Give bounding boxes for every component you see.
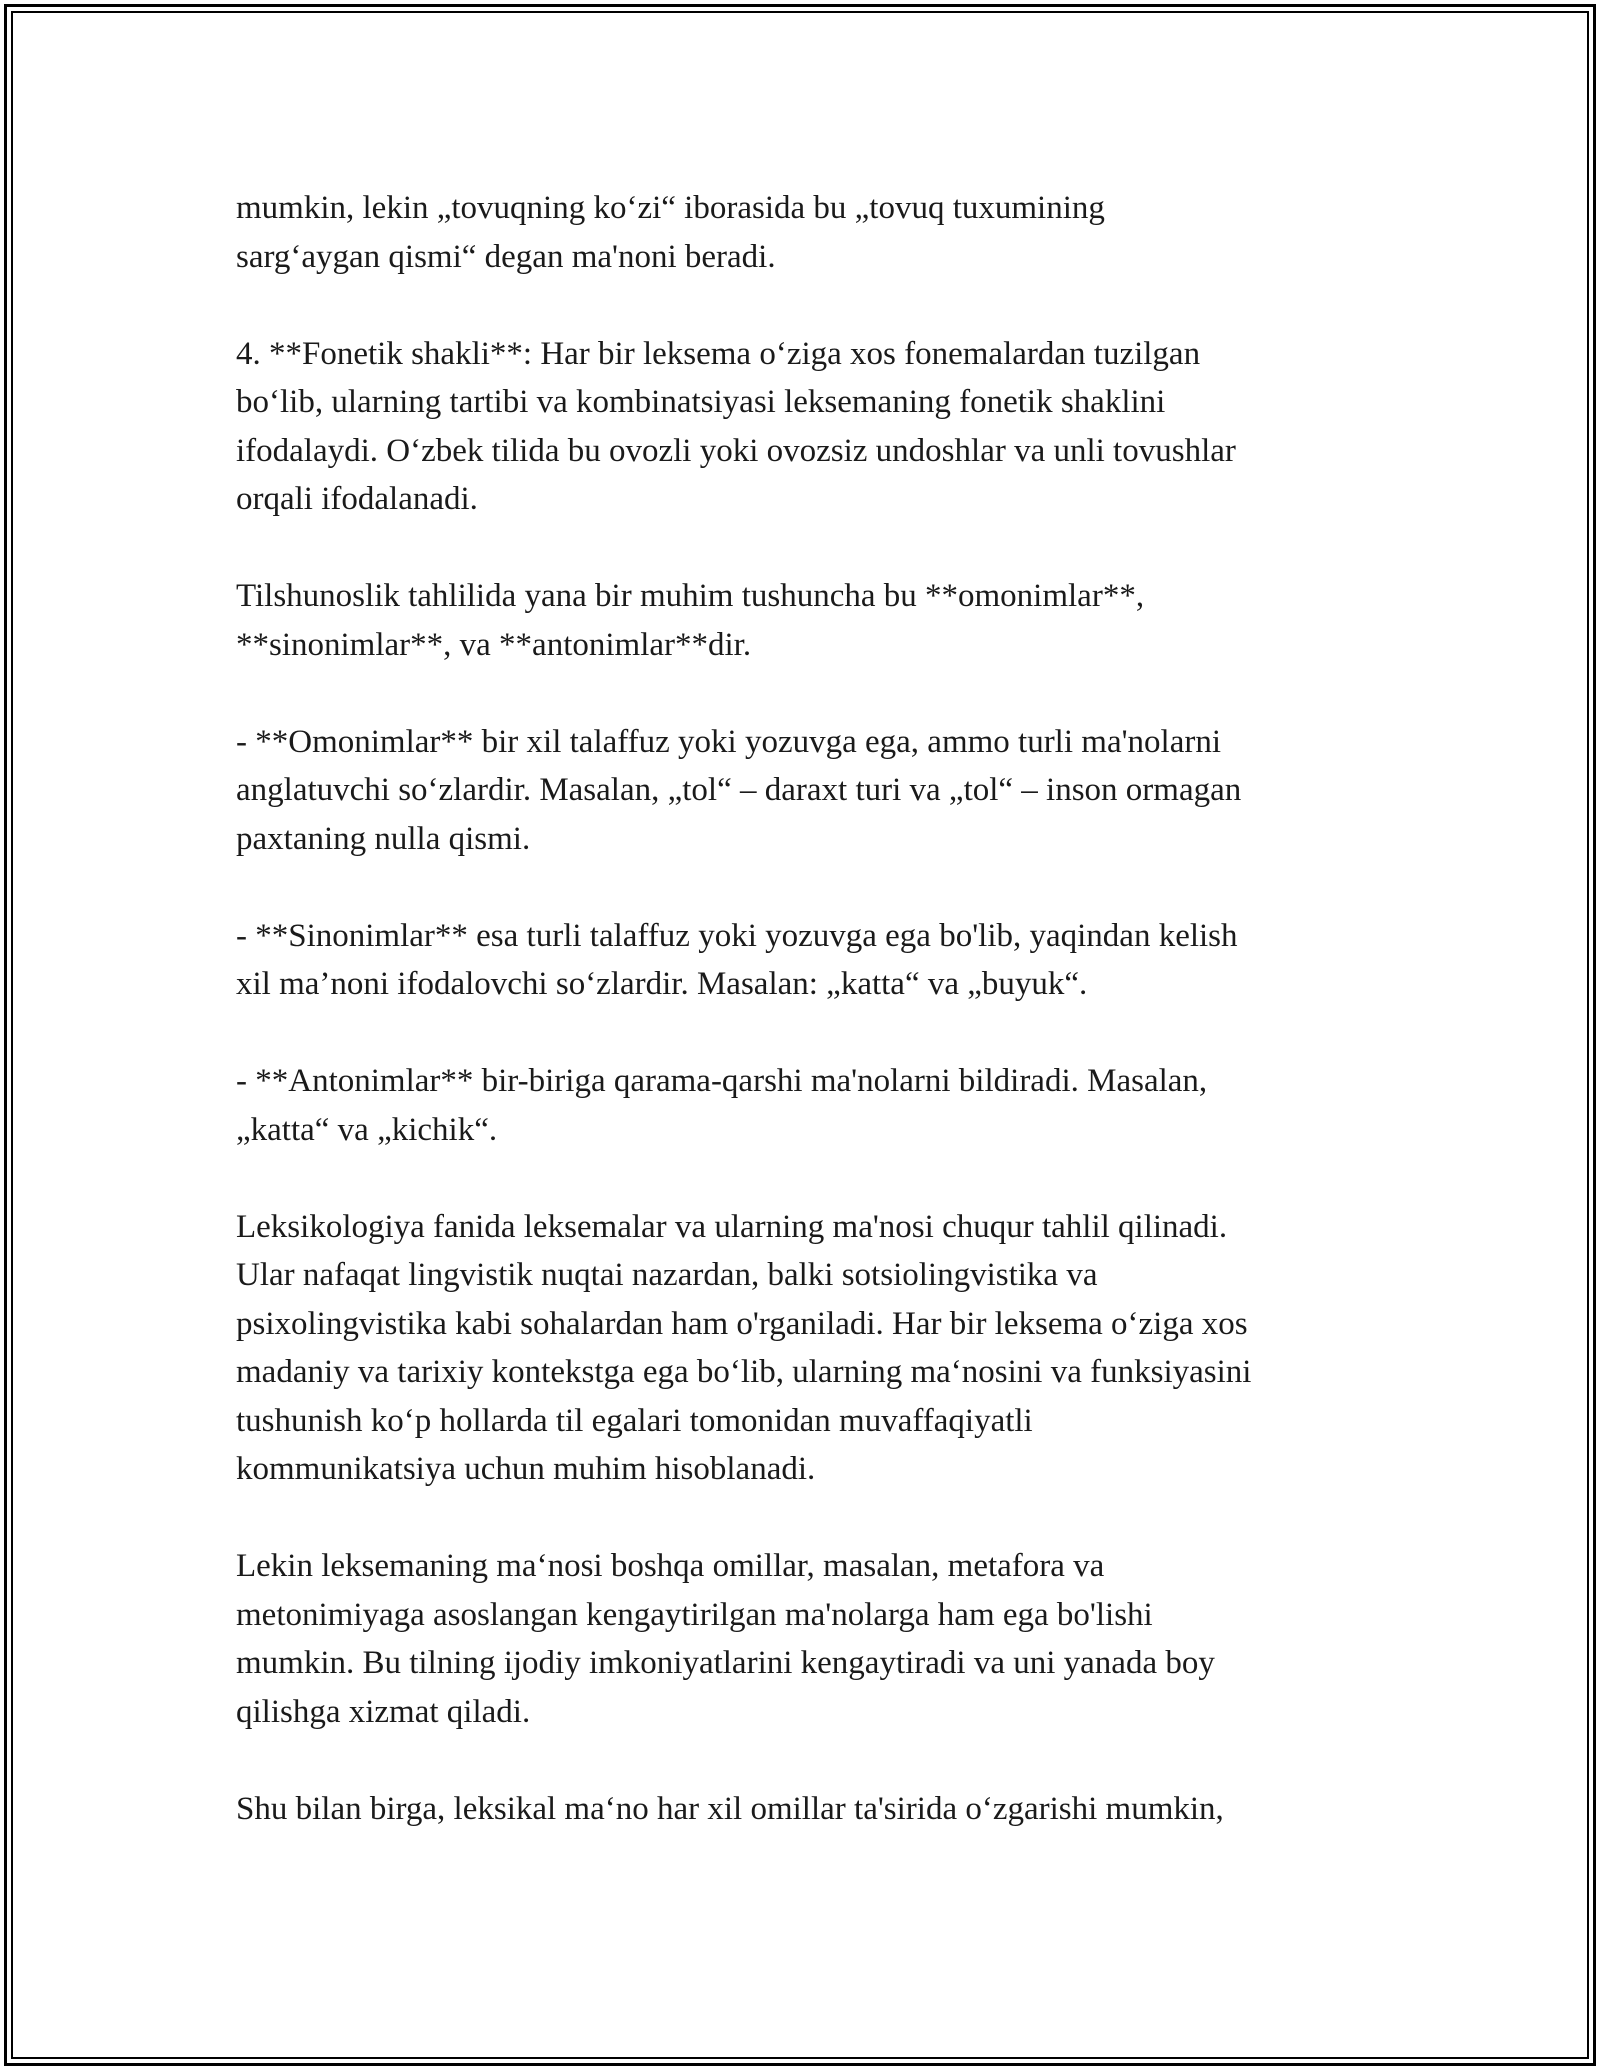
paragraph [236,1542,1396,1736]
text-line: mumkin, lekin „tovuqning ko‘zi“ iborasida bu „tovuq tuxumining [236,190,1105,226]
text-line: anglatuvchi so‘zlardir. Masalan, „tol“ – daraxt turi va „tol“ – inson ormagan [236,772,1242,808]
text-line: xil ma’noni ifodalovchi so‘zlardir. Masalan: „katta“ va „buyuk“. [236,966,1088,1002]
paragraph [236,718,1396,864]
text-line: - **Sinonimlar** esa turli talaffuz yoki yozuvga ega bo'lib, yaqindan kelish [236,917,1238,954]
paragraph [236,572,1396,669]
text-line: - **Antonimlar** bir-biriga qarama-qarshi ma'nolarni bildiradi. Masalan, [236,1063,1208,1099]
paragraph [236,330,1396,524]
text-line: metonimiyaga asoslangan kengaytirilgan ma'nolarga ham ega bo'lishi [236,1596,1153,1633]
paragraph [236,1785,1396,1834]
text-line: Tilshunoslik tahlilida yana bir muhim tushuncha bu **omonimlar**, [236,578,1145,614]
text-line: Shu bilan birga, leksikal ma‘no har xil omillar ta'sirida o‘zgarishi mumkin, [236,1790,1224,1827]
paragraph [236,912,1396,1009]
text-line: **sinonimlar**, va **antonimlar**dir. [236,626,752,663]
text-line: - **Omonimlar** bir xil talaffuz yoki yozuvga ega, ammo turli ma'nolarni [236,723,1222,760]
paragraph [236,1203,1396,1494]
document-body [236,184,1396,1833]
text-line: mumkin. Bu tilning ijodiy imkoniyatlarini kengaytiradi va uni yanada boy [236,1645,1215,1681]
text-line: kommunikatsiya uchun muhim hisoblanadi. [236,1451,816,1487]
text-line: orqali ifodalanadi. [236,481,478,517]
text-line: sarg‘aygan qismi“ degan ma'noni beradi. [236,238,776,275]
text-line: psixolingvistika kabi sohalardan ham o'rganiladi. Har bir leksema o‘ziga xos [236,1305,1248,1342]
text-line: paxtaning nulla qismi. [236,820,531,857]
paragraph [236,184,1396,281]
text-line: Leksikologiya fanida leksemalar va ularning ma'nosi chuqur tahlil qilinadi. [236,1208,1228,1245]
text-line: 4. **Fonetik shakli**: Har bir leksema o‘ziga xos fonemalardan tuzilgan [236,335,1201,372]
paragraph [236,1057,1396,1154]
text-line: qilishga xizmat qiladi. [236,1693,531,1730]
text-line: ifodalaydi. O‘zbek tilida bu ovozli yoki ovozsiz undoshlar va unli tovushlar [236,432,1236,469]
text-line: „katta“ va „kichik“. [236,1111,498,1148]
text-line: madaniy va tarixiy kontekstga ega bo‘lib, ularning ma‘nosini va funksiyasini [236,1354,1252,1390]
text-line: Ular nafaqat lingvistik nuqtai nazardan, balki sotsiolingvistika va [236,1257,1098,1293]
text-line: tushunish ko‘p hollarda til egalari tomonidan muvaffaqiyatli [236,1402,1033,1439]
text-line: bo‘lib, ularning tartibi va kombinatsiyasi leksemaning fonetik shaklini [236,384,1166,420]
text-line: Lekin leksemaning ma‘nosi boshqa omillar, masalan, metafora va [236,1548,1105,1584]
